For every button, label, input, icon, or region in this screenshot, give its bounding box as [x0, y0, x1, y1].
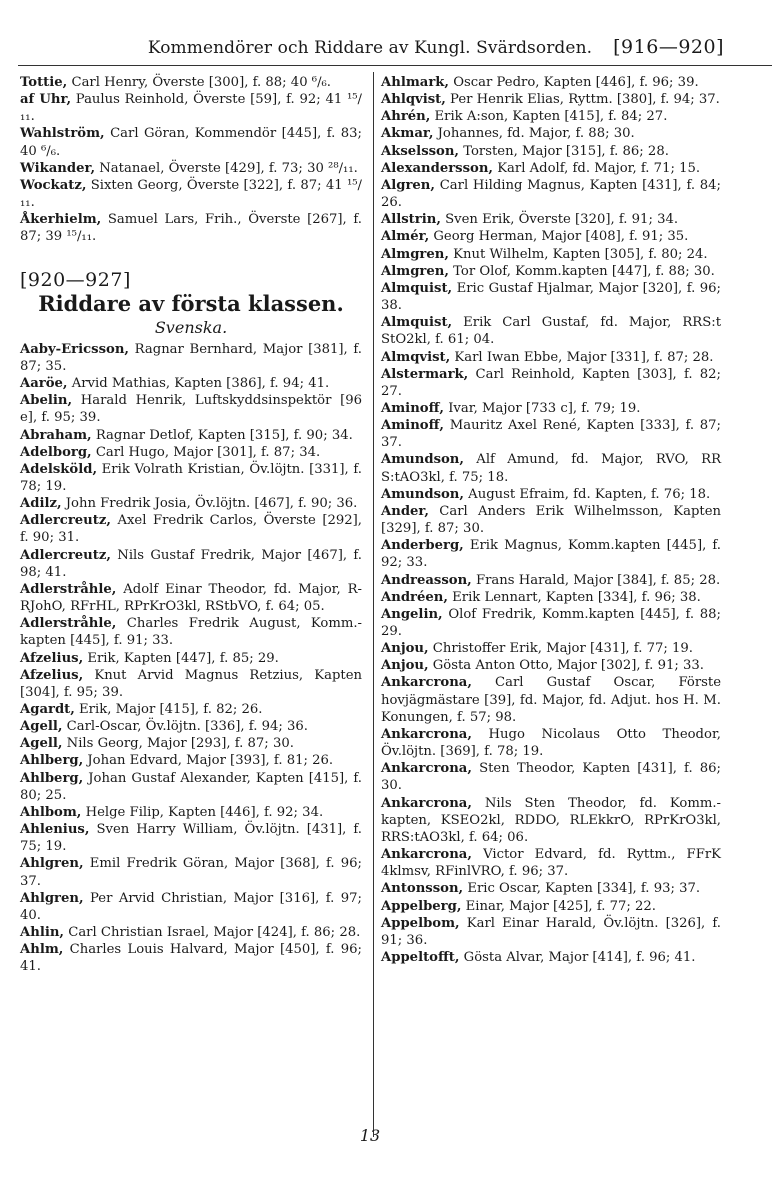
entry-surname: Ahlqvist, — [381, 92, 446, 108]
entry-surname: Antonsson, — [381, 881, 464, 897]
entry-surname: Ankarcrona, — [381, 726, 472, 742]
entry-details: Paulus Reinhold, Överste [59], f. 92; 41 ¹⁵/₁₁. — [20, 92, 362, 125]
register-entry — [381, 280, 721, 314]
register-entry — [20, 375, 362, 392]
entry-details: Mauritz Axel René, Kapten [333], f. 87; 37. — [381, 418, 721, 451]
entry-details: Torsten, Major [315], f. 86; 28. — [459, 143, 669, 159]
entry-surname: Ahlenius, — [20, 822, 90, 838]
section-subtitle: Svenska. — [154, 317, 228, 337]
entry-details: Erik A:son, Kapten [415], f. 84; 27. — [430, 109, 668, 125]
entry-surname: Agell, — [20, 736, 63, 752]
register-entry — [381, 795, 721, 846]
entry-details: Axel Fredrik Carlos, Överste [292], f. 90; 31. — [20, 513, 362, 546]
register-entry — [20, 177, 362, 211]
register-entry — [20, 770, 362, 804]
entry-surname: Adelsköld, — [20, 461, 98, 477]
entry-surname: Appelbom, — [381, 915, 460, 931]
register-entry — [20, 718, 362, 735]
entry-details: Ragnar Bernhard, Major [381], f. 87; 35. — [20, 341, 362, 374]
register-entry — [381, 726, 721, 760]
entry-details: Erik Volrath Kristian, Öv.löjtn. [331], f. 78; 19. — [20, 461, 362, 494]
register-entry — [20, 461, 362, 495]
register-entry — [20, 804, 362, 821]
entry-details: Natanael, Överste [429], f. 73; 30 ²⁸/₁₁. — [95, 160, 358, 176]
right-entries — [381, 74, 721, 966]
entry-details: Karl Einar Harald, Öv.löjtn. [326], f. 91; 36. — [381, 915, 721, 948]
entry-details: Erik, Major [415], f. 82; 26. — [74, 702, 263, 717]
entry-details: Oscar Pedro, Kapten [446], f. 96; 39. — [449, 75, 699, 90]
entry-details: Per Arvid Christian, Major [316], f. 97; 40. — [20, 890, 362, 923]
entry-surname: Almquist, — [381, 280, 453, 296]
page-number: 13 — [359, 1126, 381, 1145]
entry-surname: Aaröe, — [20, 376, 68, 392]
register-entry — [20, 547, 362, 581]
entry-details: Carl Hugo, Major [301], f. 87; 34. — [91, 444, 321, 460]
register-entry — [20, 125, 362, 159]
entry-surname: Åkerhielm, — [20, 212, 102, 228]
entry-details: Carl Gustaf Oscar, Förste hovjägmästare [39], fd. Major, fd. Adjut. hos H. M. Konungen, f. 57; 98. — [381, 675, 721, 725]
register-entry — [381, 657, 721, 674]
entry-surname: Ahlmark, — [381, 75, 450, 90]
entry-details: Gösta Anton Otto, Major [302], f. 91; 33. — [428, 658, 704, 674]
register-entry — [381, 760, 721, 794]
entry-surname: Agell, — [20, 719, 63, 735]
entry-surname: Afzelius, — [20, 667, 84, 683]
right-column — [381, 74, 721, 966]
entry-details: Erik Lennart, Kapten [334], f. 96; 38. — [447, 589, 701, 605]
entry-details: Knut Wilhelm, Kapten [305], f. 80; 24. — [448, 246, 708, 262]
entry-details: John Fredrik Josia, Öv.löjtn. [467], f. 90; 36. — [61, 496, 358, 512]
entry-surname: Algren, — [381, 177, 435, 193]
entry-details: Harald Henrik, Luftskyddsinspektör [96 e], f. 95; 39. — [20, 393, 362, 426]
register-entry — [20, 650, 362, 667]
entry-surname: Alexandersson, — [381, 160, 494, 176]
entry-surname: Angelin, — [381, 606, 443, 622]
entries-before-section — [20, 74, 362, 246]
entry-surname: Anderberg, — [381, 538, 464, 554]
entry-details: Hugo Nicolaus Otto Theodor, Öv.löjtn. [369], f. 78; 19. — [381, 726, 721, 760]
register-entry — [381, 400, 721, 417]
entry-surname: Ankarcrona, — [381, 675, 472, 691]
entry-surname: Andreasson, — [381, 572, 472, 588]
entry-details: Emil Fredrik Göran, Major [368], f. 96; 37. — [20, 856, 362, 889]
register-entry — [381, 949, 721, 966]
entries-after-section — [20, 341, 362, 976]
entry-details: Helge Filip, Kapten [446], f. 92; 34. — [81, 804, 324, 820]
entry-details: Erik Carl Gustaf, fd. Major, RRS:t StO2kl, f. 61; 04. — [381, 315, 721, 348]
entry-surname: Wikander, — [20, 160, 96, 176]
entry-details: Ivar, Major [733 c], f. 79; 19. — [444, 400, 641, 416]
entry-surname: Ahlin, — [20, 925, 65, 941]
entry-surname: Aminoff, — [381, 418, 444, 434]
register-entry — [381, 898, 721, 915]
entry-details: Johan Edvard, Major [393], f. 81; 26. — [83, 753, 334, 769]
entry-details: Olof Fredrik, Komm.kapten [445], f. 88; 29. — [381, 606, 721, 639]
entry-surname: Appeltofft, — [381, 949, 460, 965]
entry-surname: Aaby-Ericsson, — [20, 341, 129, 357]
entry-details: Johan Gustaf Alexander, Kapten [415], f. 80; 25. — [20, 770, 362, 803]
register-entry — [20, 444, 362, 461]
entry-surname: Aminoff, — [381, 400, 444, 416]
entry-surname: af Uhr, — [20, 92, 72, 108]
register-entry — [381, 74, 721, 91]
register-entry — [20, 341, 362, 375]
entry-surname: Adlerstråhle, — [20, 616, 117, 632]
entry-details: Alf Amund, fd. Major, RVO, RR S:tAO3kl, f. 75; 18. — [381, 452, 721, 485]
entry-details: Arvid Mathias, Kapten [386], f. 94; 41. — [67, 376, 330, 392]
register-entry — [20, 74, 362, 91]
header-rule — [18, 65, 772, 66]
entry-details: Nils Sten Theodor, fd. Komm.-kapten, KSEO2kl, RDDO, RLEkkrO, RPrKrO3kl, RRS:tAO3kl, f. 64; 06. — [381, 795, 721, 845]
entry-surname: Akmar, — [381, 126, 434, 142]
register-entry — [381, 572, 721, 589]
entry-surname: Tottie, — [20, 75, 68, 90]
register-entry — [381, 125, 721, 142]
entry-surname: Afzelius, — [20, 650, 84, 666]
entry-details: Nils Georg, Major [293], f. 87; 30. — [62, 736, 294, 752]
entry-details: Eric Gustaf Hjalmar, Major [320], f. 96; 38. — [381, 280, 721, 314]
entry-surname: Ahlgren, — [20, 890, 84, 906]
entry-surname: Ankarcrona, — [381, 795, 472, 811]
register-entry — [381, 606, 721, 640]
entry-details: Charles Louis Halvard, Major [450], f. 96; 41. — [20, 942, 362, 975]
entry-details: Ragnar Detlof, Kapten [315], f. 90; 34. — [91, 427, 353, 443]
entry-surname: Ahlm, — [20, 942, 64, 958]
entry-details: Per Henrik Elias, Ryttm. [380], f. 94; 37. — [445, 92, 720, 108]
entry-surname: Ankarcrona, — [381, 761, 472, 777]
register-entry — [20, 735, 362, 752]
entry-details: Sten Theodor, Kapten [431], f. 86; 30. — [381, 761, 721, 794]
entry-details: Carl Anders Erik Wilhelmsson, Kapten [329], f. 87; 30. — [381, 503, 721, 537]
register-entry — [381, 880, 721, 897]
register-entry — [20, 701, 362, 718]
register-entry — [381, 537, 721, 571]
entry-surname: Adelborg, — [20, 444, 92, 460]
entry-details: Christoffer Erik, Major [431], f. 77; 19. — [428, 641, 693, 657]
entry-details: Erik Magnus, Komm.kapten [445], f. 92; 33. — [381, 538, 721, 571]
register-entry — [381, 589, 721, 606]
section-title: Riddare av första klassen. — [38, 290, 344, 316]
register-entry — [381, 417, 721, 451]
entry-surname: Ahlbom, — [20, 804, 82, 820]
entry-surname: Alstermark, — [381, 366, 469, 382]
entry-details: Adolf Einar Theodor, fd. Major, R-RJohO, RFrHL, RPrKrO3kl, RStbVO, f. 64; 05. — [20, 581, 362, 615]
entry-surname: Wockatz, — [20, 177, 87, 193]
register-entry — [381, 263, 721, 280]
left-column — [20, 74, 362, 976]
entry-surname: Abraham, — [20, 427, 92, 443]
entry-surname: Almquist, — [381, 315, 453, 331]
register-entry — [20, 160, 362, 177]
register-entry — [381, 91, 721, 108]
register-entry — [381, 246, 721, 263]
entry-surname: Adlercreutz, — [20, 513, 111, 529]
entry-surname: Anjou, — [381, 658, 429, 674]
entry-details: Eric Oscar, Kapten [334], f. 93; 37. — [463, 881, 701, 897]
register-entry — [381, 228, 721, 245]
register-entry — [20, 941, 362, 975]
entry-details: Karl Adolf, fd. Major, f. 71; 15. — [493, 160, 701, 176]
register-entry — [381, 366, 721, 400]
entry-surname: Agardt, — [20, 702, 75, 717]
register-entry — [381, 314, 721, 348]
entry-details: Sixten Georg, Överste [322], f. 87; 41 ¹⁵/₁₁. — [20, 177, 362, 211]
register-entry — [20, 667, 362, 701]
entry-details: Einar, Major [425], f. 77; 22. — [461, 898, 656, 914]
entry-details: Charles Fredrik August, Komm.-kapten [445], f. 91; 33. — [20, 616, 362, 649]
entry-surname: Anjou, — [381, 641, 429, 657]
register-entry — [381, 177, 721, 211]
entry-details: Karl Iwan Ebbe, Major [331], f. 87; 28. — [450, 349, 714, 365]
register-entry — [381, 674, 721, 725]
entry-details: Knut Arvid Magnus Retzius, Kapten [304], f. 95; 39. — [20, 667, 362, 700]
entry-surname: Adlerstråhle, — [20, 581, 117, 597]
register-entry — [381, 915, 721, 949]
running-head-range: [916—920] — [613, 36, 724, 58]
register-entry — [20, 581, 362, 615]
entry-surname: Appelberg, — [381, 898, 462, 914]
entry-surname: Ankarcrona, — [381, 847, 472, 863]
register-entry — [20, 855, 362, 889]
register-entry — [381, 846, 721, 880]
entry-surname: Allstrin, — [381, 212, 441, 228]
register-entry — [20, 821, 362, 855]
entry-details: Samuel Lars, Frih., Överste [267], f. 87; 39 ¹⁵/₁₁. — [20, 212, 362, 245]
register-entry — [20, 752, 362, 769]
register-entry — [381, 451, 721, 485]
register-entry — [381, 486, 721, 503]
entry-details: Tor Olof, Komm.kapten [447], f. 88; 30. — [448, 263, 715, 279]
register-entry — [381, 503, 721, 537]
register-entry — [20, 211, 362, 245]
entry-surname: Almgren, — [381, 263, 449, 279]
entry-details: Frans Harald, Major [384], f. 85; 28. — [471, 572, 721, 588]
entry-surname: Almqvist, — [381, 349, 451, 365]
entry-details: Carl Christian Israel, Major [424], f. 86; 28. — [64, 925, 361, 941]
register-entry — [381, 160, 721, 177]
register-entry — [20, 392, 362, 426]
register-entry — [20, 427, 362, 444]
entry-details: August Efraim, fd. Kapten, f. 76; 18. — [463, 486, 711, 502]
entry-details: Carl Reinhold, Kapten [303], f. 82; 27. — [381, 366, 721, 399]
entry-details: Carl-Oscar, Öv.löjtn. [336], f. 94; 36. — [62, 719, 308, 735]
register-entry — [381, 108, 721, 125]
entry-surname: Ahlberg, — [20, 753, 84, 769]
entry-details: Carl Henry, Överste [300], f. 88; 40 ⁶/₆. — [67, 75, 331, 90]
entry-surname: Ahlberg, — [20, 770, 84, 786]
entry-surname: Almgren, — [381, 246, 449, 262]
register-entry — [20, 495, 362, 512]
entry-surname: Ander, — [381, 503, 430, 519]
entry-details: Georg Herman, Major [408], f. 91; 35. — [429, 229, 689, 245]
register-entry — [20, 512, 362, 546]
entry-details: Erik, Kapten [447], f. 85; 29. — [83, 650, 279, 666]
register-entry — [20, 890, 362, 924]
entry-details: Nils Gustaf Fredrik, Major [467], f. 98; 41. — [20, 547, 362, 580]
register-entry — [381, 211, 721, 228]
entry-surname: Akselsson, — [381, 143, 460, 159]
running-head-title: Kommendörer och Riddare av Kungl. Svärdsorden. — [147, 38, 593, 58]
entry-details: Victor Edvard, fd. Ryttm., FFrK 4klmsv, RFinlVRO, f. 96; 37. — [381, 847, 721, 880]
entry-surname: Adlercreutz, — [20, 547, 111, 563]
entry-surname: Almér, — [381, 229, 430, 245]
register-entry — [20, 615, 362, 649]
register-entry — [20, 924, 362, 941]
entry-details: Carl Göran, Kommendör [445], f. 83; 40 ⁶/₆. — [20, 126, 362, 159]
section-range: [920—927] — [20, 268, 131, 291]
register-entry — [381, 640, 721, 657]
entry-details: Carl Hilding Magnus, Kapten [431], f. 84; 26. — [381, 177, 721, 211]
entry-surname: Ahlgren, — [20, 856, 84, 872]
entry-surname: Amundson, — [381, 452, 464, 468]
entry-details: Gösta Alvar, Major [414], f. 96; 41. — [459, 949, 696, 965]
entry-surname: Adilz, — [20, 496, 62, 512]
entry-surname: Abelin, — [20, 393, 73, 409]
register-entry — [381, 349, 721, 366]
entry-details: Johannes, fd. Major, f. 88; 30. — [433, 126, 635, 142]
register-entry — [381, 143, 721, 160]
entry-surname: Wahlström, — [20, 126, 105, 142]
entry-surname: Amundson, — [381, 486, 464, 502]
entry-surname: Ahrén, — [381, 109, 431, 125]
register-entry — [20, 91, 362, 125]
column-divider — [373, 72, 374, 1137]
entry-surname: Andréen, — [381, 589, 448, 605]
entry-details: Sven Harry William, Öv.löjtn. [431], f. 75; 19. — [20, 822, 362, 855]
entry-details: Sven Erik, Överste [320], f. 91; 34. — [440, 212, 679, 228]
